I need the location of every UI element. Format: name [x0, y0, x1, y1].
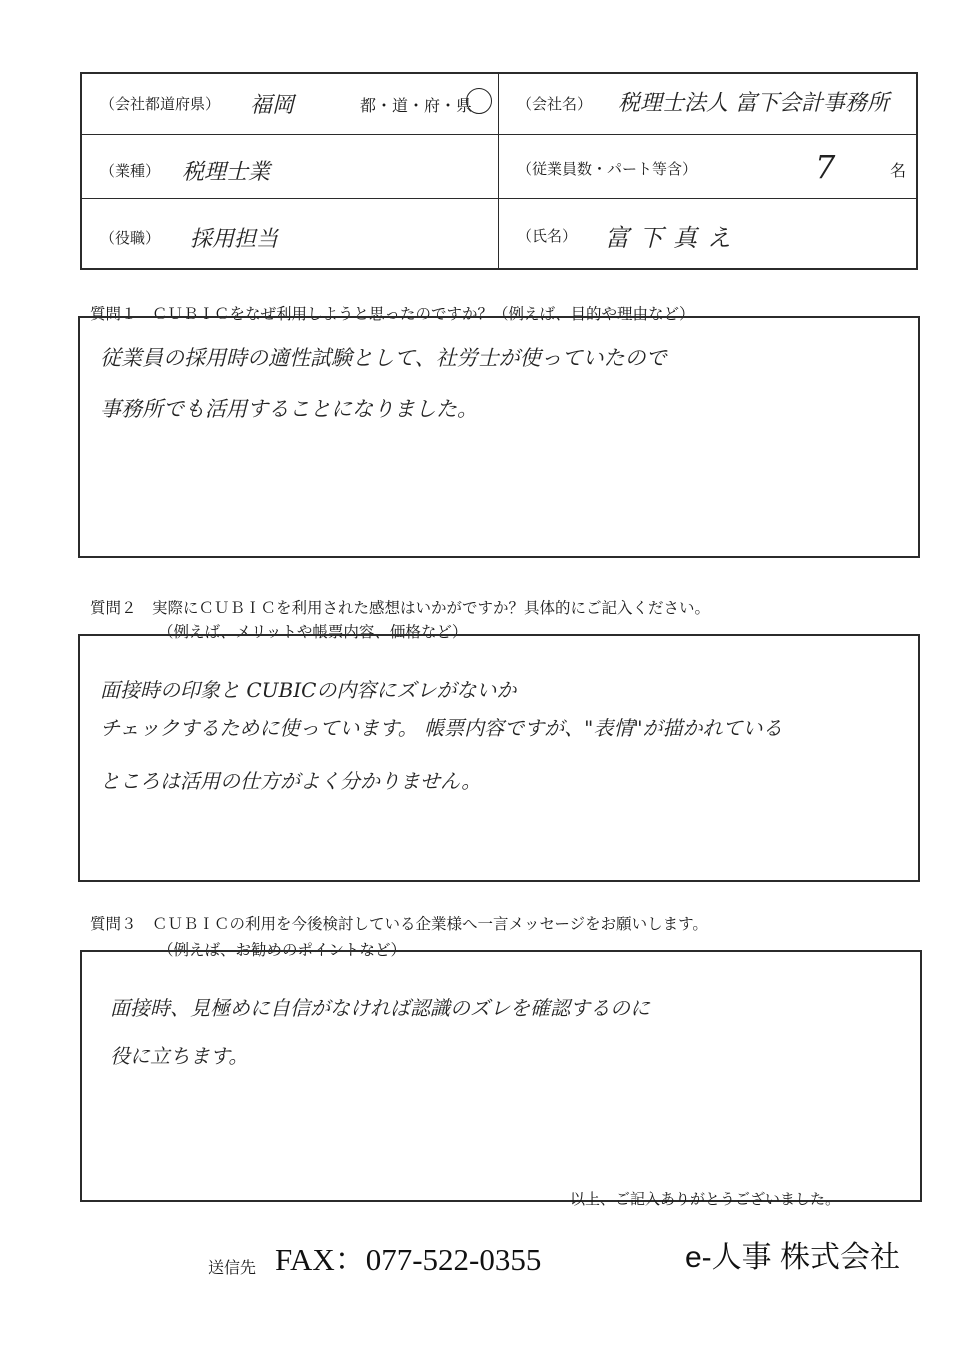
footer-company: e-人事 株式会社	[685, 1241, 901, 1274]
q2-answer-line-2: チェックするために使っています。 帳票内容ですが、"表情"が描かれている	[100, 716, 783, 740]
prefecture-label: （会社都道府県）	[100, 95, 221, 113]
employees-label: （従業員数・パート等含）	[517, 160, 698, 178]
q2-answer-line-1: 面接時の印象と CUBICの内容にズレがないか	[100, 678, 517, 702]
header-divider-1	[80, 134, 918, 135]
fax-number: FAX：077-522-0355	[275, 1242, 542, 1277]
send-to-label: 送信先	[208, 1258, 257, 1277]
name-value: 富下真え	[605, 224, 741, 252]
q1-answer-line-1: 従業員の採用時の適性試験として、社労士が使っていたので	[100, 346, 667, 370]
position-label: （役職）	[100, 229, 161, 247]
q3-example: （例えば、お勧めのポイントなど）	[158, 941, 407, 959]
q1-question: 質問１ ＣＵＢＩＣをなぜ利用しようと思ったのですか？（例えば、目的や理由など）	[90, 305, 695, 323]
q3-answer-box	[80, 950, 922, 1202]
q2-question: 質問２ 実際にＣＵＢＩＣを利用された感想はいかがですか？具体的にご記入ください。	[90, 599, 711, 617]
company-value: 税理士法人 富下会計事務所	[618, 91, 889, 116]
employees-unit: 名	[890, 161, 907, 180]
q3-answer-line-1: 面接時、見極めに自信がなければ認識のズレを確認するのに	[110, 996, 650, 1020]
q3-answer-line-2: 役に立ちます。	[110, 1044, 249, 1068]
position-value: 採用担当	[190, 227, 279, 252]
q2-answer-box	[78, 634, 920, 882]
industry-value: 税理士業	[182, 160, 271, 185]
prefecture-suffix: 都・道・府・県	[360, 96, 473, 115]
prefecture-circle-mark	[466, 88, 492, 114]
industry-label: （業種）	[100, 162, 161, 180]
company-label: （会社名）	[517, 95, 593, 113]
q2-answer-line-3: ところは活用の仕方がよく分かりません。	[100, 769, 482, 793]
q3-question: 質問３ ＣＵＢＩＣの利用を今後検討している企業様へ一言メッセージをお願いします。	[90, 915, 708, 933]
name-label: （氏名）	[517, 227, 578, 245]
q1-answer-line-2: 事務所でも活用することになりました。	[100, 397, 478, 421]
prefecture-value: 福岡	[250, 93, 295, 118]
q2-example: （例えば、メリットや帳票内容、価格など）	[158, 623, 468, 641]
thanks-text: 以上、ご記入ありがとうございました。	[570, 1190, 841, 1208]
header-center-divider	[498, 72, 499, 270]
header-divider-2	[80, 198, 918, 199]
employees-value: 7	[815, 148, 836, 186]
